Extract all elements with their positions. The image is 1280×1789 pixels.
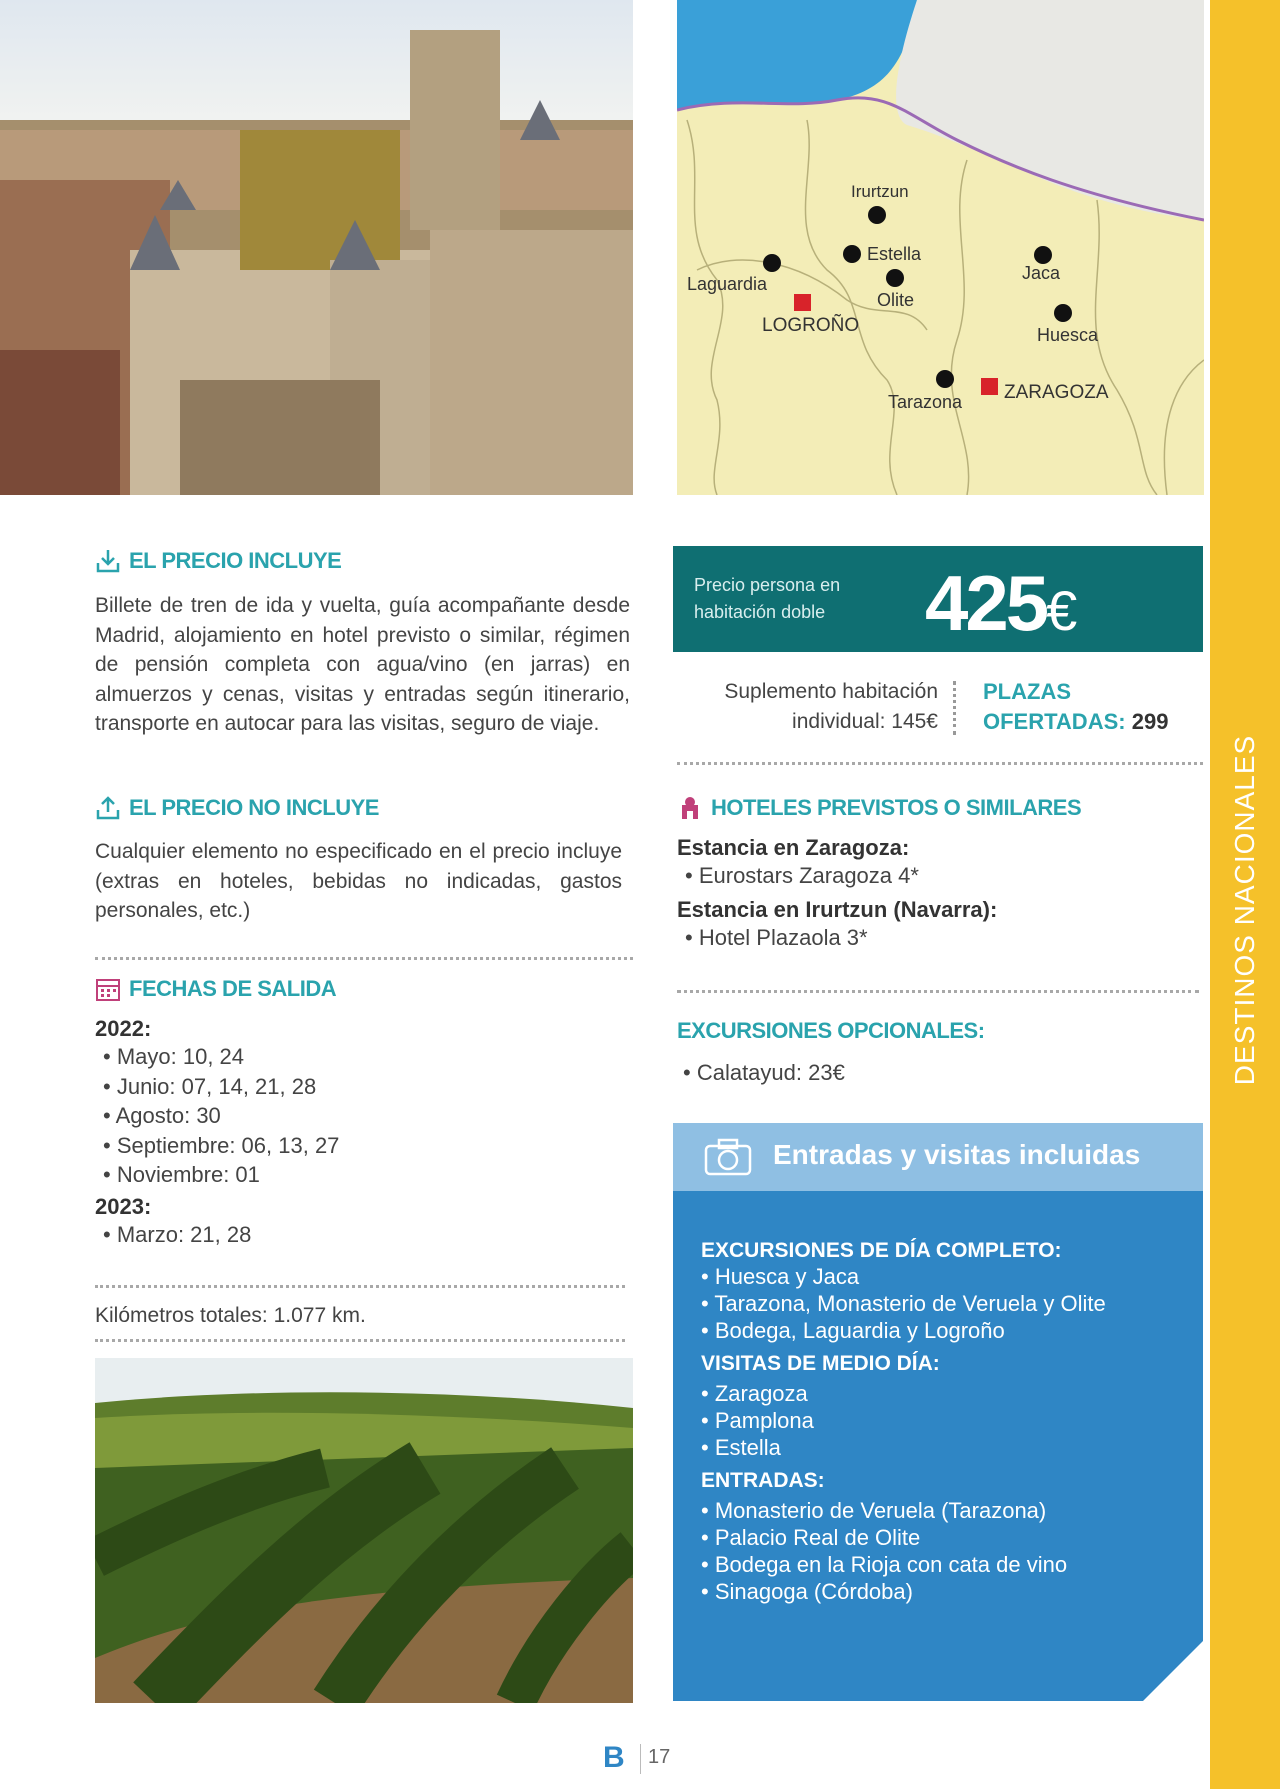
upload-icon	[95, 795, 121, 821]
group-item: • Estella	[701, 1434, 1191, 1461]
group-heading: VISITAS DE MEDIO DÍA:	[701, 1352, 940, 1375]
date-item: • Septiembre: 06, 13, 27	[103, 1131, 615, 1161]
entradas-title: Entradas y visitas incluidas	[773, 1139, 1141, 1170]
footer-logo: B	[603, 1741, 625, 1774]
no-incluye-title: EL PRECIO NO INCLUYE	[129, 795, 379, 820]
suplemento: Suplemento habitación individual: 145€	[724, 680, 938, 733]
hoteles-list	[677, 835, 1197, 952]
footer-divider	[640, 1744, 641, 1774]
date-item: • Marzo: 21, 28	[103, 1220, 615, 1250]
plazas-label: PLAZAS OFERTADAS:	[983, 679, 1126, 734]
calendar-icon	[95, 976, 121, 1002]
group-item: • Bodega, Laguardia y Logroño	[701, 1317, 1191, 1344]
map-label-irurtzun: Irurtzun	[851, 182, 909, 201]
fechas-title: FECHAS DE SALIDA	[129, 976, 337, 1001]
divider	[95, 957, 633, 960]
excursion-item: • Calatayud: 23€	[683, 1058, 845, 1088]
fechas-list	[95, 1016, 615, 1249]
group-heading: EXCURSIONES DE DÍA COMPLETO:	[701, 1239, 1062, 1262]
group-item: • Sinagoga (Córdoba)	[701, 1578, 1191, 1605]
plazas	[983, 677, 1198, 736]
group-item: • Palacio Real de Olite	[701, 1524, 1191, 1551]
map-label-jaca: Jaca	[1022, 263, 1061, 283]
group-item: • Pamplona	[701, 1407, 1191, 1434]
corner-cut	[1143, 1641, 1203, 1701]
map-label-huesca: Huesca	[1037, 325, 1099, 345]
group-item: • Huesca y Jaca	[701, 1263, 1191, 1290]
page-number: 17	[648, 1746, 671, 1768]
incluye-heading	[95, 548, 341, 574]
camera-icon	[703, 1137, 753, 1177]
divider	[677, 762, 1203, 765]
map-label-laguardia: Laguardia	[687, 274, 768, 294]
price-amount: 425	[925, 559, 1047, 647]
vertical-divider	[953, 681, 956, 735]
group-heading: ENTRADAS:	[701, 1469, 825, 1492]
divider	[95, 1339, 625, 1342]
map-label-olite: Olite	[877, 290, 915, 310]
hotel-item: • Eurostars Zaragoza 4*	[685, 861, 1197, 891]
plazas-value: 299	[1131, 708, 1169, 734]
price-label: Precio persona en habitación doble	[694, 575, 841, 622]
download-icon	[95, 548, 121, 574]
map-label-logrono: LOGROÑO	[762, 315, 860, 336]
no-incluye-text: Cualquier elemento no especificado en el precio incluye (extras en hoteles, bebidas no indicadas, gastos personales, etc.)	[95, 840, 622, 922]
map-label-tarazona: Tarazona	[888, 392, 963, 412]
date-item: • Agosto: 30	[103, 1101, 615, 1131]
hoteles-title: HOTELES PREVISTOS O SIMILARES	[711, 795, 1082, 820]
group-item: • Zaragoza	[701, 1380, 1191, 1407]
price-box	[673, 546, 1203, 652]
map-label-estella: Estella	[867, 244, 922, 264]
group-item: • Bodega en la Rioja con cata de vino	[701, 1551, 1191, 1578]
hotel-item: • Hotel Plazaola 3*	[685, 923, 1197, 953]
date-item: • Noviembre: 01	[103, 1160, 615, 1190]
price-value	[925, 558, 1077, 649]
hoteles-heading	[677, 795, 1081, 821]
divider	[95, 1285, 625, 1288]
year-label: 2023:	[95, 1193, 152, 1219]
hotel-icon	[677, 795, 703, 821]
entradas-content	[701, 1239, 1191, 1605]
stay-heading: Estancia en Irurtzun (Navarra):	[677, 896, 998, 922]
entradas-box	[673, 1123, 1203, 1701]
entradas-header	[673, 1123, 1203, 1191]
vineyard-photo	[95, 1358, 633, 1703]
group-item: • Monasterio de Veruela (Tarazona)	[701, 1497, 1191, 1524]
group-item: • Tarazona, Monasterio de Veruela y Olite	[701, 1290, 1191, 1317]
sidebar-label: DESTINOS NACIONALES	[1229, 734, 1260, 1086]
divider	[677, 990, 1199, 993]
no-incluye-heading	[95, 795, 379, 821]
stay-heading: Estancia en Zaragoza:	[677, 835, 910, 860]
km-total: Kilómetros totales: 1.077 km.	[95, 1304, 366, 1327]
date-item: • Mayo: 10, 24	[103, 1042, 615, 1072]
incluye-title: EL PRECIO INCLUYE	[129, 548, 342, 573]
year-label: 2022:	[95, 1016, 152, 1041]
sidebar-band	[1210, 0, 1280, 1789]
map-label-zaragoza: ZARAGOZA	[1004, 382, 1109, 403]
castle-photo	[0, 0, 633, 495]
excursiones-opcionales-list	[683, 1058, 845, 1088]
date-item: • Junio: 07, 14, 21, 28	[103, 1072, 615, 1102]
price-currency: €	[1046, 579, 1078, 642]
excursiones-opcionales-title: EXCURSIONES OPCIONALES:	[677, 1018, 985, 1043]
region-map	[677, 0, 1204, 495]
incluye-text: Billete de tren de ida y vuelta, guía acompañante desde Madrid, alojamiento en hotel previsto o similar, régimen de pensión completa con agua/vino (en jarras) en almuerzos y cenas, visitas y entradas según itinerario, transporte en autocar para las visitas, seguro de viaje.	[95, 594, 630, 735]
fechas-heading	[95, 976, 336, 1002]
